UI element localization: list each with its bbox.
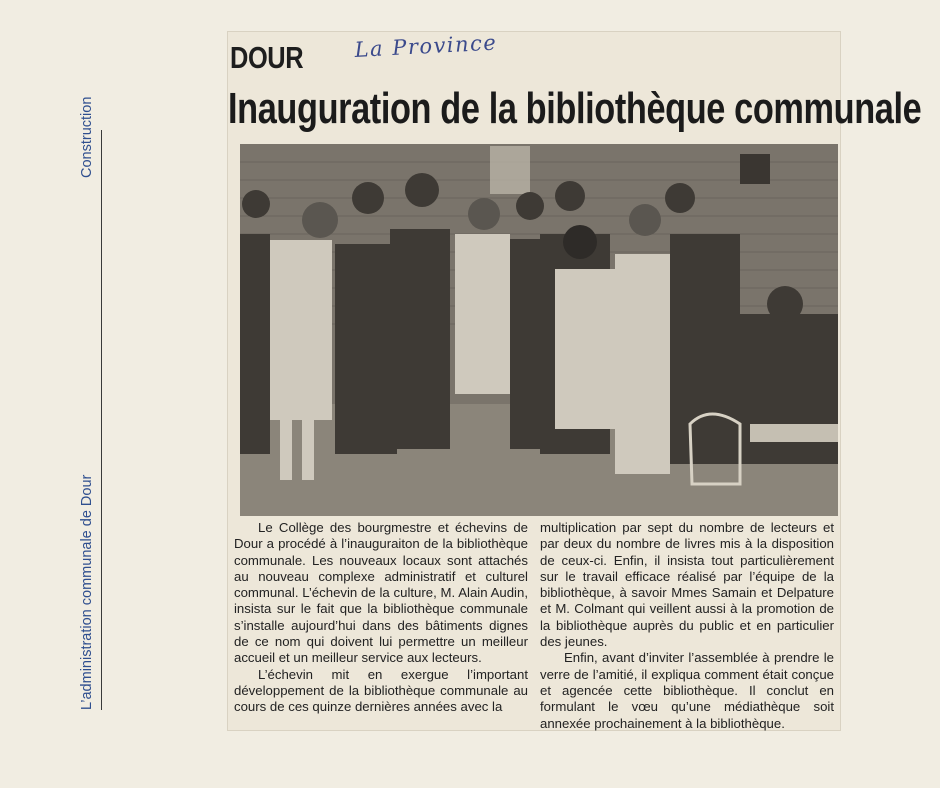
article-column-left [234,520,528,716]
article-headline: Inauguration de la bibliothèque communale [228,84,922,133]
group-photo-illustration [240,144,838,516]
kicker-location: DOUR [230,40,304,75]
article-column-right [540,520,834,732]
article-paragraph: Enfin, avant d’inviter l’assemblée à prendre le verre de l’amitié, il expliqua comment était conçue et agencée cette bibliothèque. Il conclut en formulant le vœu qu’une médiathèque soit annexée prochainement à la bibliothèque. [540,650,834,731]
article-paragraph: Le Collège des bourgmestre et échevins de Dour a procédé à l’inauguraiton de la bibliothèque communale. Les nouveaux locaux sont attachés au nouveau complexe administratif et culturel communal. L’échevin de la culture, M. Alain Audin, insista sur le fait que la bibliothèque communale s’installe aujourd’hui dans des bâtiments dignes de ce nom qui doivent lui permettre un meilleur accueil et un meilleur service aux lecteurs. [234,520,528,666]
collection-label: L’administration communale de Dour [79,474,95,710]
newspaper-clipping [228,30,922,731]
category-label: Construction [79,96,95,178]
article-paragraph: multiplication par sept du nombre de lecteurs et par deux du nombre de livres mis à la disposition de ceux-ci. Enfin, il insista tout particulièrement sur le travail efficace réalisé par l’équipe de la bibliothèque, à savoir Mmes Samain et Delpature et M. Colmant qui veillent aussi à la promotion de la bibliothèque auprès du public et en particulier des jeunes. [540,520,834,650]
handwritten-source-note: La Province [354,30,498,62]
article-paragraph: L’échevin mit en exergue l’important développement de la bibliothèque communale au cours de ces quinze dernières années avec la [234,666,528,715]
sidebar-divider [101,130,102,710]
article-body [228,520,840,731]
group-photo [240,144,838,516]
